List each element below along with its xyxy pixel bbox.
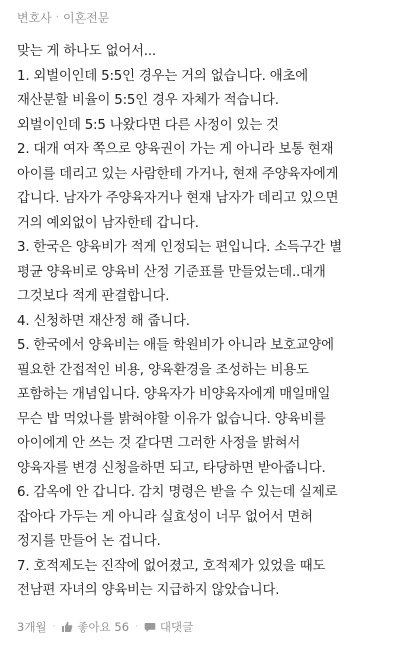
comment-line: 그것보다 적게 판결합니다. bbox=[17, 289, 170, 304]
separator-dot: · bbox=[55, 12, 59, 23]
speech-bubble-icon[interactable] bbox=[144, 621, 156, 633]
comment-timestamp: 3개월 bbox=[17, 620, 47, 634]
comment-line: 잡아다 가두는 게 아니라 실효성이 너무 없어서 면허 bbox=[17, 509, 313, 525]
comment-line: 외벌이인데 5:5 나왔다면 다른 사정이 있는 것 bbox=[17, 117, 279, 133]
comment-header bbox=[17, 9, 109, 26]
separator-dot: · bbox=[135, 622, 138, 632]
reply-button[interactable]: 대댓글 bbox=[159, 620, 194, 634]
author-tag: 이혼전문 bbox=[62, 11, 110, 25]
comment-line: 양육자를 변경 신청을하면 되고, 타당하면 받아줍니다. bbox=[17, 460, 326, 476]
comment-line: 거의 예외없이 남자한테 갑니다. bbox=[17, 215, 199, 231]
like-button[interactable]: 좋아요 56 bbox=[77, 620, 130, 634]
thumbs-up-icon[interactable] bbox=[61, 621, 73, 633]
comment-line: 4. 신청하면 재산정 해 줍니다. bbox=[17, 313, 190, 329]
comment-line: 전남편 자녀의 양육비는 지급하지 않았습니다. bbox=[17, 583, 280, 598]
comment-line: 7. 호적제도는 진작에 없어졌고, 호적제가 있었을 때도 bbox=[17, 558, 326, 574]
comment-line: 갑니다. 남자가 주양육자거나 현재 남자가 데리고 있으면 bbox=[17, 191, 339, 206]
comment-line: 평균 양육비로 양육비 산정 기준표를 만들었는데..대개 bbox=[17, 264, 326, 280]
comment-line: 아이에게 안 쓰는 것 같다면 그러한 사정을 밝혀서 bbox=[17, 436, 301, 451]
comment-footer bbox=[17, 619, 193, 635]
comment-line: 무슨 밥 먹었나를 밝혀야할 이유가 없습니다. 양육비를 bbox=[17, 411, 326, 427]
comment-line: 6. 감옥에 안 갑니다. 감치 명령은 받을 수 있는데 실제로 bbox=[17, 485, 338, 500]
comment-line: 2. 대개 여자 쪽으로 양육권이 가는 게 아니라 보통 현재 bbox=[17, 142, 334, 157]
author-name[interactable]: 변호사 bbox=[17, 11, 52, 25]
comment-line: 3. 한국은 양육비가 적게 인정되는 편입니다. 소득구간 별 bbox=[17, 240, 343, 255]
comment-line: 재산분할 비율이 5:5인 경우 자체가 적습니다. bbox=[17, 93, 279, 108]
comment-line: 정지를 만들어 논 겁니다. bbox=[17, 534, 161, 549]
comment-line: 필요한 간접적인 비용, 양육환경을 조성하는 비용도 bbox=[17, 362, 309, 378]
comment-body bbox=[17, 40, 401, 604]
separator-dot: · bbox=[52, 622, 56, 632]
comment-line: 맞는 게 하나도 없어서... bbox=[17, 44, 156, 59]
comment-line: 포함하는 개념입니다. 양육자가 비양육자에게 매일매일 bbox=[17, 387, 331, 402]
comment-line: 1. 외벌이인데 5:5인 경우는 거의 없습니다. 애초에 bbox=[17, 68, 308, 84]
comment-line: 아이를 데리고 있는 사람한테 가거나, 현재 주양육자에게 bbox=[17, 166, 339, 182]
comment-line: 5. 한국에서 양육비는 애들 학원비가 아니라 보호교양에 bbox=[17, 338, 334, 353]
